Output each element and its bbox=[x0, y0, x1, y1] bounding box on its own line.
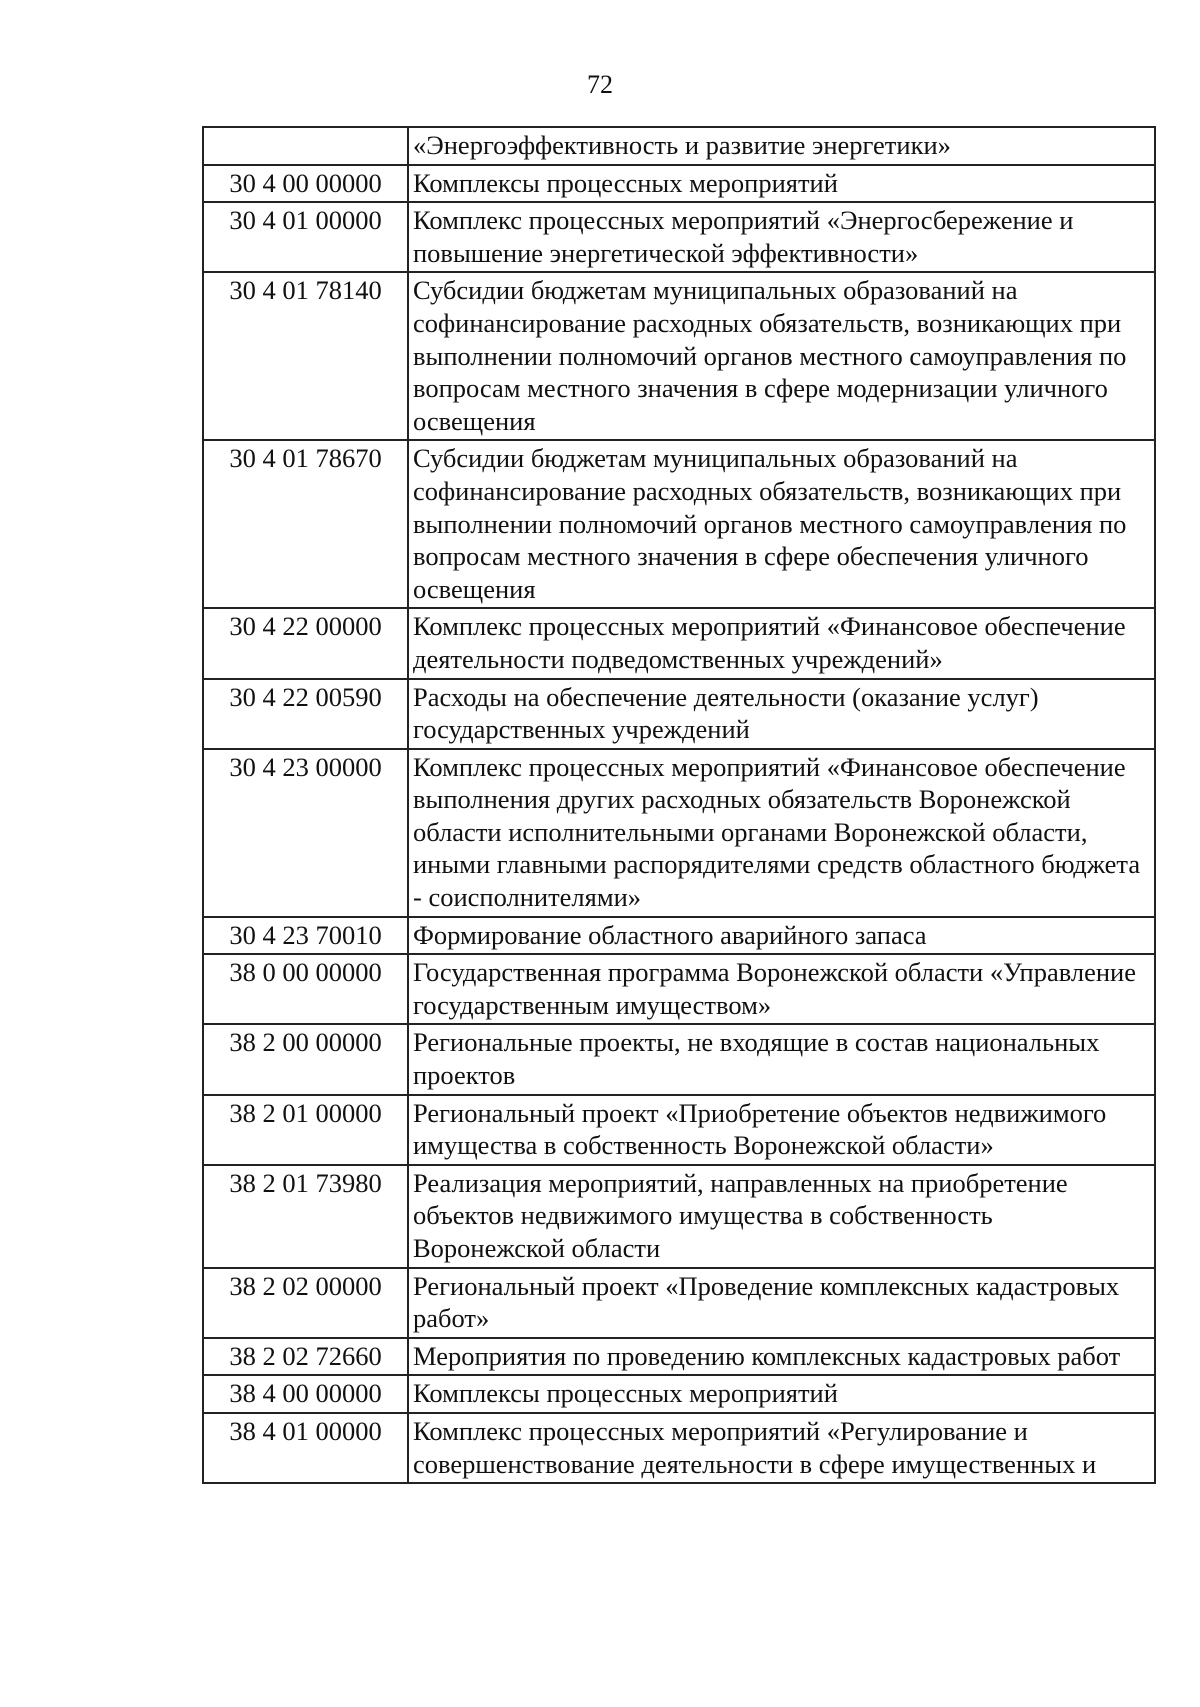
table-row bbox=[203, 127, 1155, 165]
table-row bbox=[203, 1413, 1155, 1483]
row-code: 38 0 00 00000 bbox=[203, 954, 408, 1024]
table-row bbox=[203, 165, 1155, 203]
row-code: 30 4 23 00000 bbox=[203, 749, 408, 917]
table-row bbox=[203, 1024, 1155, 1094]
table-row bbox=[203, 1375, 1155, 1413]
table-row bbox=[203, 272, 1155, 440]
table-row bbox=[203, 679, 1155, 749]
row-name: Субсидии бюджетам муниципальных образований на софинансирование расходных обязательств, возникающих при выполнении полномочий органов местного самоуправления по вопросам местного значения в сфере модернизации уличного освещения bbox=[408, 272, 1155, 440]
table-row bbox=[203, 954, 1155, 1024]
table-row bbox=[203, 1095, 1155, 1165]
table-row bbox=[203, 1165, 1155, 1268]
row-name: Комплекс процессных мероприятий «Финансовое обеспечение деятельности подведомственных учреждений» bbox=[408, 608, 1155, 678]
row-code: 30 4 22 00000 bbox=[203, 608, 408, 678]
row-name: Государственная программа Воронежской области «Управление государственным имуществом» bbox=[408, 954, 1155, 1024]
row-code: 30 4 23 70010 bbox=[203, 917, 408, 955]
table-row bbox=[203, 749, 1155, 917]
row-code: 30 4 01 78140 bbox=[203, 272, 408, 440]
table-row bbox=[203, 608, 1155, 678]
row-code: 30 4 01 78670 bbox=[203, 440, 408, 608]
row-name: Реализация мероприятий, направленных на приобретение объектов недвижимого имущества в собственность Воронежской области bbox=[408, 1165, 1155, 1268]
row-code: 38 4 01 00000 bbox=[203, 1413, 408, 1483]
row-name: Формирование областного аварийного запаса bbox=[408, 917, 1155, 955]
row-name: Комплекс процессных мероприятий «Финансовое обеспечение выполнения других расходных обязательств Воронежской области исполнительными органами Воронежской области, иными главными распорядителями средств областного бюджета - соисполнителями» bbox=[408, 749, 1155, 917]
row-code: 30 4 22 00590 bbox=[203, 679, 408, 749]
row-code: 30 4 00 00000 bbox=[203, 165, 408, 203]
page-number: 72 bbox=[587, 70, 613, 99]
row-name: Комплексы процессных мероприятий bbox=[408, 165, 1155, 203]
table-row bbox=[203, 440, 1155, 608]
table-row bbox=[203, 917, 1155, 955]
budget-classification-table bbox=[202, 126, 1156, 1484]
row-code: 38 4 00 00000 bbox=[203, 1375, 408, 1413]
row-name: Региональный проект «Проведение комплексных кадастровых работ» bbox=[408, 1268, 1155, 1338]
row-code bbox=[203, 127, 408, 165]
row-code: 38 2 02 00000 bbox=[203, 1268, 408, 1338]
row-code: 38 2 01 00000 bbox=[203, 1095, 408, 1165]
row-code: 38 2 00 00000 bbox=[203, 1024, 408, 1094]
row-name: Мероприятия по проведению комплексных кадастровых работ bbox=[408, 1338, 1155, 1376]
row-name: Субсидии бюджетам муниципальных образований на софинансирование расходных обязательств, возникающих при выполнении полномочий органов местного самоуправления по вопросам местного значения в сфере обеспечения уличного освещения bbox=[408, 440, 1155, 608]
row-name: Региональный проект «Приобретение объектов недвижимого имущества в собственность Воронежской области» bbox=[408, 1095, 1155, 1165]
row-name: Комплексы процессных мероприятий bbox=[408, 1375, 1155, 1413]
row-name: Комплекс процессных мероприятий «Регулирование и совершенствование деятельности в сфере имущественных и bbox=[408, 1413, 1155, 1483]
table-row bbox=[203, 1268, 1155, 1338]
table-row bbox=[203, 1338, 1155, 1376]
row-name: Расходы на обеспечение деятельности (оказание услуг) государственных учреждений bbox=[408, 679, 1155, 749]
row-code: 38 2 02 72660 bbox=[203, 1338, 408, 1376]
row-code: 30 4 01 00000 bbox=[203, 202, 408, 272]
row-name: Региональные проекты, не входящие в состав национальных проектов bbox=[408, 1024, 1155, 1094]
row-name: «Энергоэффективность и развитие энергетики» bbox=[408, 127, 1155, 165]
row-name: Комплекс процессных мероприятий «Энергосбережение и повышение энергетической эффективности» bbox=[408, 202, 1155, 272]
table-row bbox=[203, 202, 1155, 272]
row-code: 38 2 01 73980 bbox=[203, 1165, 408, 1268]
